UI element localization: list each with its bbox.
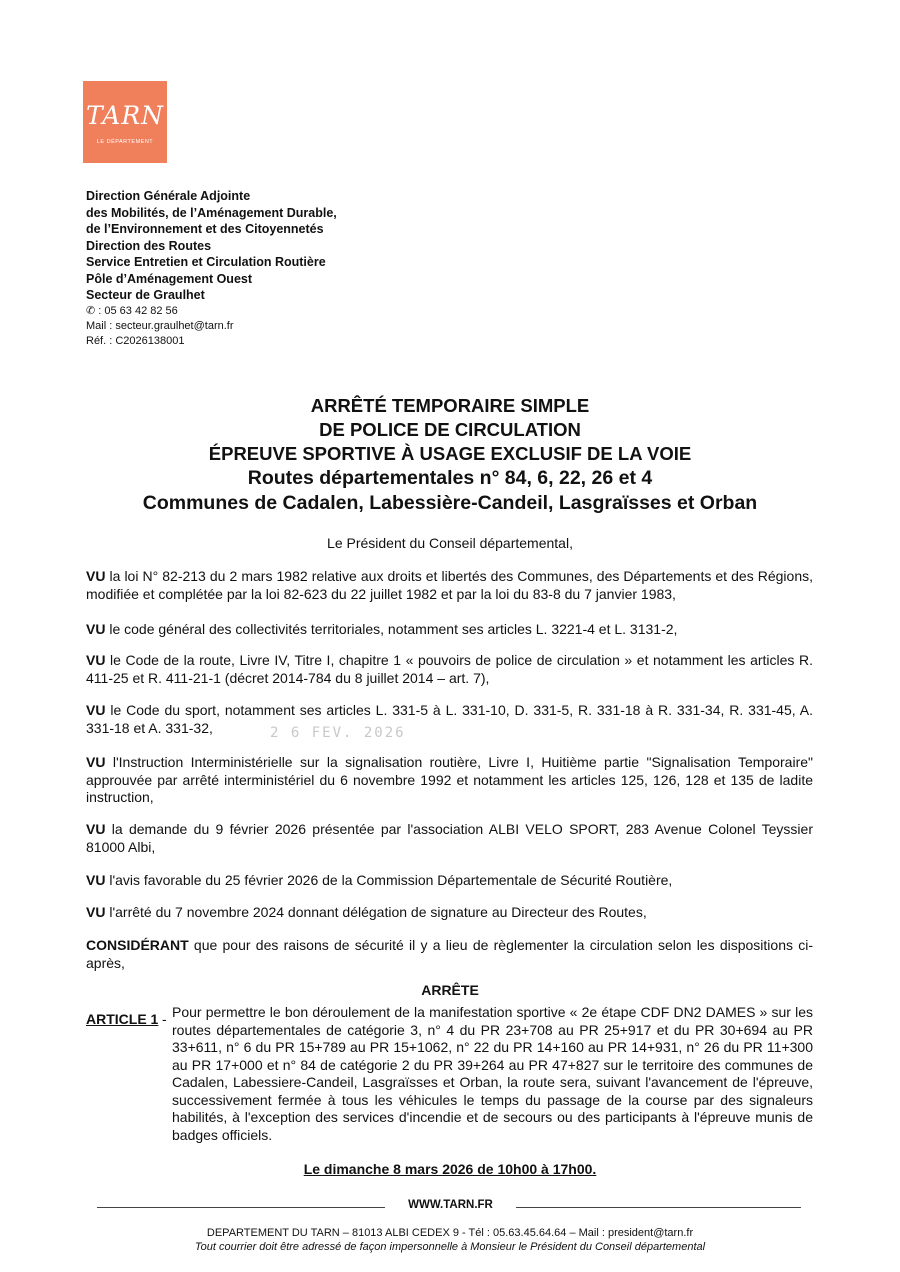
header-line: Direction Générale Adjointe (86, 189, 251, 203)
considerant-keyword: CONSIDÉRANT (86, 937, 189, 953)
vu-paragraph (86, 568, 813, 603)
article-1-label: ARTICLE 1 (86, 1011, 159, 1027)
footer-address: DEPARTEMENT DU TARN – 81013 ALBI CEDEX 9 - Tél : 05.63.45.64.64 – Mail : president@tarn.fr (206, 1227, 694, 1239)
header-ref: Réf. : C2026138001 (86, 334, 185, 347)
title-line: Routes départementales n° 84, 6, 22, 26 et 4 (247, 467, 653, 489)
header-mail: Mail : secteur.graulhet@tarn.fr (86, 319, 234, 332)
vu-keyword: VU (86, 904, 106, 920)
vu-text: l'avis favorable du 25 février 2026 de la Commission Départementale de Sécurité Routière, (109, 872, 673, 888)
president-line: Le Président du Conseil départemental, (327, 535, 573, 551)
title-line: Communes de Cadalen, Labessière-Candeil, Lasgraïsses et Orban (142, 492, 758, 514)
vu-paragraph (86, 652, 813, 687)
article-1-dash: - (162, 1011, 167, 1027)
footer-website: WWW.TARN.FR (408, 1199, 493, 1211)
header-line: Secteur de Graulhet (86, 288, 205, 302)
header-phone: ✆ : 05 63 42 82 56 (86, 304, 178, 317)
vu-keyword: VU (86, 568, 106, 584)
vu-keyword: VU (86, 621, 106, 637)
vu-paragraph (86, 621, 813, 639)
article-1-text: Pour permettre le bon déroulement de la manifestation sportive « 2e étape CDF DN2 DAMES » sur les routes départementales de catégorie 3, n° 4 du PR 23+708 au PR 25+917 et du PR 30+694 au PR 33+611, n° 6 du PR 15+789 au PR 15+1062, n° 22 du PR 14+160 au PR 14+931, n° 26 du PR 11+300 au PR 17+000 et n° 84 de catégorie 2 du PR 39+264 au PR 47+827 sur le territoire des communes de Cadalen, Labessiere-Candeil, Lasgraïsses et Orban, la route sera, suivant l'avancement de l'épreuve, successivement fermée à tous les véhicules le temps du passage de la course par des signaleurs habilités, à l'exception des services d'incendie et de secours ou des participants à l'épreuve munis de badges officiels. (172, 1004, 813, 1143)
vu-text: le Code du sport, notamment ses articles L. 331-5 à L. 331-10, D. 331-5, R. 331-18 à R. 331-34, R. 331-45, A. 331-18 et A. 331-32, (86, 702, 813, 736)
title-line: ÉPREUVE SPORTIVE À USAGE EXCLUSIF DE LA VOIE (208, 443, 692, 464)
header-line: de l’Environnement et des Citoyennetés (86, 222, 324, 236)
sender-block (86, 188, 337, 349)
received-stamp: 2 6 FEV. 2026 (270, 725, 406, 741)
vu-keyword: VU (86, 872, 106, 888)
vu-paragraph (86, 754, 813, 807)
vu-text: l'Instruction Interministérielle sur la signalisation routière, Livre I, Huitième partie "Signalisation Temporaire" approuvée par arrêté interministériel du 6 novembre 1992 et notamment les articles 125, 126, 128 et 135 de ladite instruction, (86, 754, 813, 805)
vu-paragraph (86, 872, 813, 890)
vu-keyword: VU (86, 821, 106, 837)
logo-subtitle: LE DÉPARTEMENT (96, 139, 154, 145)
vu-text: l'arrêté du 7 novembre 2024 donnant délégation de signature au Directeur des Routes, (109, 904, 647, 920)
header-line: Pôle d’Aménagement Ouest (86, 271, 253, 286)
vu-keyword: VU (86, 702, 106, 718)
event-date: Le dimanche 8 mars 2026 de 10h00 à 17h00. (303, 1161, 597, 1177)
arrete-heading: ARRÊTE (421, 982, 479, 998)
considerant-paragraph (86, 937, 813, 972)
footer-rule-right (516, 1207, 801, 1208)
title-line: DE POLICE DE CIRCULATION (319, 419, 581, 440)
vu-keyword: VU (86, 652, 106, 668)
vu-paragraph (86, 904, 813, 922)
header-line: des Mobilités, de l’Aménagement Durable, (86, 205, 337, 220)
considerant-text: que pour des raisons de sécurité il y a lieu de règlementer la circulation selon les dispositions ci-après, (86, 937, 814, 971)
vu-text: le Code de la route, Livre IV, Titre I, chapitre 1 « pouvoirs de police de circulation » et notamment les articles R. 411-25 et R. 411-21-1 (décret 2014-784 du 8 juillet 2014 – art. 7), (86, 652, 813, 686)
logo-word: TARN (85, 101, 165, 130)
tarn-logo (83, 81, 167, 163)
vu-paragraph (86, 821, 813, 856)
vu-paragraph (86, 702, 813, 737)
document-title (0, 394, 900, 516)
header-line: Service Entretien et Circulation Routière (86, 255, 326, 269)
title-line: ARRÊTÉ TEMPORAIRE SIMPLE (310, 395, 590, 416)
vu-text: le code général des collectivités territoriales, notamment ses articles L. 3221-4 et L. 3131-2, (109, 621, 678, 637)
vu-keyword: VU (86, 754, 106, 770)
footer-rule-left (97, 1207, 385, 1208)
vu-text: la loi N° 82-213 du 2 mars 1982 relative aux droits et libertés des Communes, des Départements et des Régions, modifiée et complétée par la loi 82-623 du 22 juillet 1982 et par la loi du 83-8 du 7 janvier 1983, (86, 568, 813, 602)
header-line: Direction des Routes (86, 238, 212, 253)
footer-note: Tout courrier doit être adressé de façon impersonnelle à Monsieur le Président du Conseil départemental (194, 1241, 706, 1253)
vu-text: la demande du 9 février 2026 présentée par l'association ALBI VELO SPORT, 283 Avenue Colonel Teyssier 81000 Albi, (86, 821, 813, 855)
